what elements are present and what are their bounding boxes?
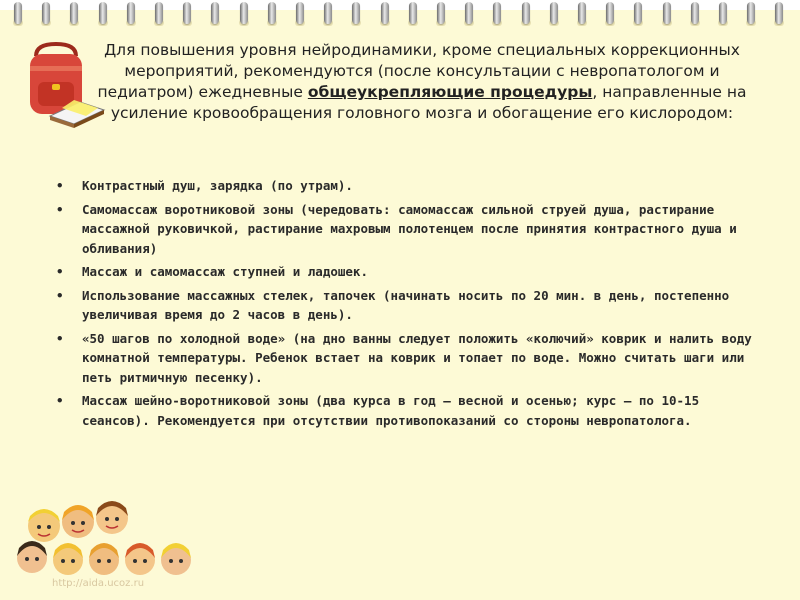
notebook-spiral [0, 0, 800, 28]
spiral-ring [719, 2, 727, 24]
list-item [56, 200, 768, 259]
bullet: • [56, 264, 64, 279]
list-item [56, 329, 768, 388]
list-item-text: «50 шагов по холодной воде» (на дно ванны следует положить «колючий» коврик и налить воду комнатной температуры. Ребенок встает на коврик и топает по воде. Можно считать шаги или петь ритмичную песенку). [82, 330, 752, 385]
list-item-text: Использование массажных стелек, тапочек (начинать носить по 20 мин. в день, постепенно увеличивая время до 2 часов в день). [82, 287, 730, 322]
spiral-ring [775, 2, 783, 24]
list-item [56, 391, 768, 430]
spiral-ring [550, 2, 558, 24]
bullet: • [56, 178, 64, 193]
spiral-ring [296, 2, 304, 24]
source-url: http://aida.ucoz.ru [52, 578, 145, 589]
spiral-ring [240, 2, 248, 24]
spiral-ring [437, 2, 445, 24]
bullet: • [56, 330, 64, 346]
spiral-ring [14, 2, 22, 24]
spiral-ring [155, 2, 163, 24]
spiral-ring [465, 2, 473, 24]
list-item-text: Массаж и самомассаж ступней и ладошек. [82, 264, 368, 279]
heading-text: Для повышения уровня нейродинамики, кроме специальных коррекционных мероприятий, рекомендуются (после консультации с невропатологом и педиатром) ежедневные [97, 41, 740, 101]
spiral-ring [268, 2, 276, 24]
list-item-text: Массаж шейно-воротниковой зоны (два курса в год – весной и осенью; курс – по 10-15 сеансов). Рекомендуется при отсутствии противопоказаний со стороны невропатолога. [82, 393, 700, 428]
heading-highlight: общеукрепляющие процедуры [307, 83, 593, 101]
spiral-ring [211, 2, 219, 24]
recommendations-list [56, 176, 768, 434]
bullet: • [56, 393, 64, 408]
spiral-ring [42, 2, 50, 24]
bullet: • [56, 201, 64, 217]
spiral-ring [663, 2, 671, 24]
spiral-ring [493, 2, 501, 24]
spiral-ring [70, 2, 78, 24]
children-faces-icon [8, 500, 208, 580]
spiral-ring [578, 2, 586, 24]
spiral-ring [691, 2, 699, 24]
bullet: • [56, 287, 64, 303]
spiral-ring [747, 2, 755, 24]
spiral-ring [634, 2, 642, 24]
spiral-ring [381, 2, 389, 24]
spiral-ring [409, 2, 417, 24]
list-item [56, 262, 768, 282]
heading-text-end: , направленные на усиление кровообращения головного мозга и обогащение его кислородом: [110, 83, 747, 122]
slide-heading [82, 40, 762, 124]
spiral-ring [183, 2, 191, 24]
spiral-ring [99, 2, 107, 24]
spiral-ring [127, 2, 135, 24]
spiral-ring [324, 2, 332, 24]
list-item [56, 176, 768, 196]
list-item [56, 286, 768, 325]
list-item-text: Самомассаж воротниковой зоны (чередовать: самомассаж сильной струей душа, растирание массажной руковичкой, растирание махровым полотенцем после принятия контрастного душа и обливания) [82, 201, 737, 256]
spiral-ring [352, 2, 360, 24]
list-item-text: Контрастный душ, зарядка (по утрам). [82, 178, 353, 193]
spiral-ring [522, 2, 530, 24]
spiral-ring [606, 2, 614, 24]
